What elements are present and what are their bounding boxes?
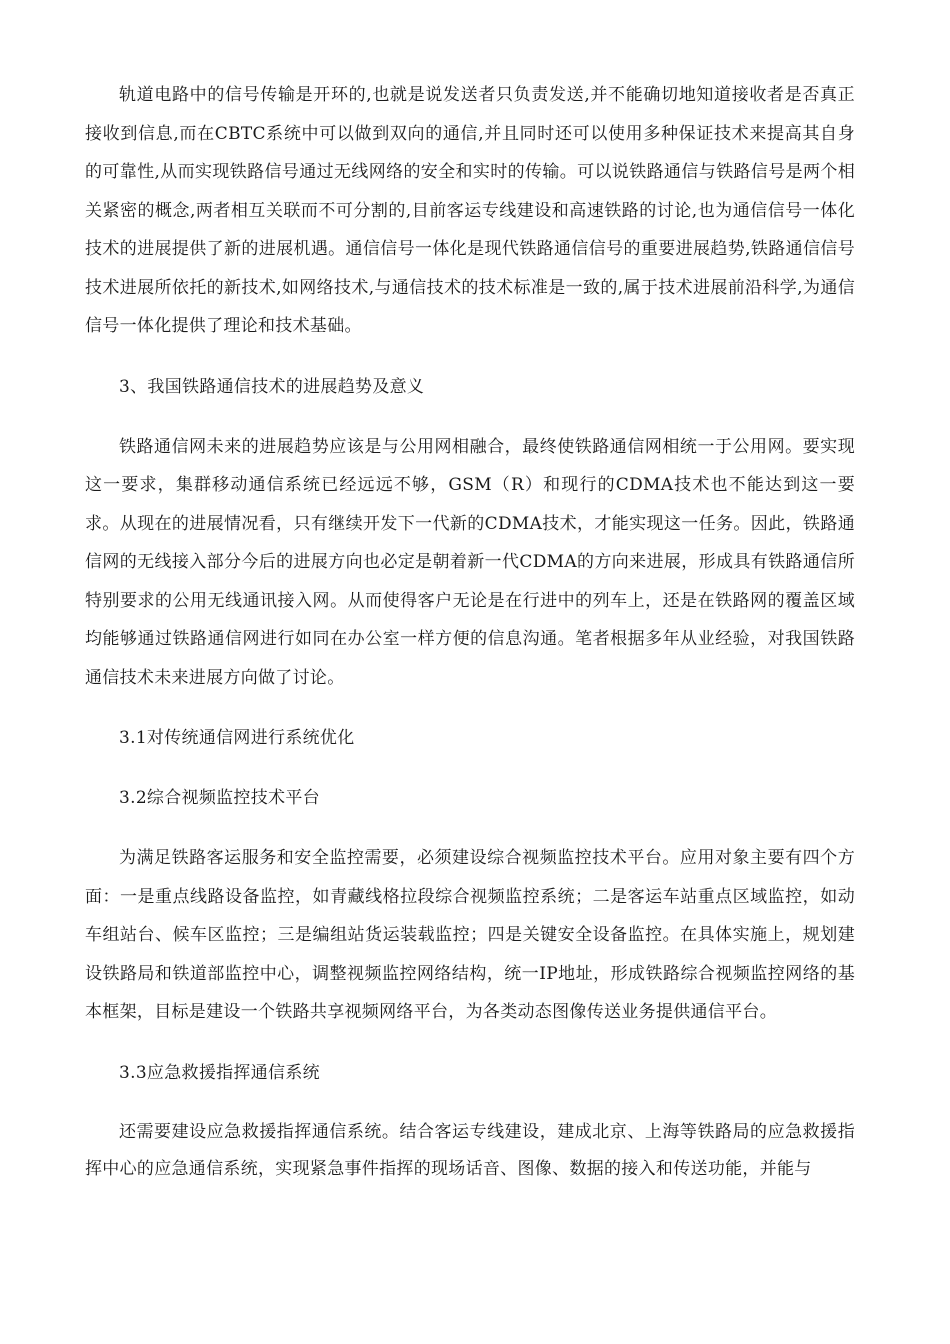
paragraph-video-monitoring: 为满足铁路客运服务和安全监控需要，必须建设综合视频监控技术平台。应用对象主要有四个方面：一是重点线路设备监控，如青藏线格拉段综合视频监控系统；二是客运车站重点区域监控，如动车组站台、候车区监控；三是编组站货运装载监控；四是关键安全设备监控。在具体实施上，规划建设铁路局和铁道部监控中心，调整视频监控网络结构，统一IP地址，形成铁路综合视频监控网络的基本框架，目标是建设一个铁路共享视频网络平台，为各类动态图像传送业务提供通信平台。 <box>85 848 855 1022</box>
subsection-heading-3-1: 3.1对传统通信网进行系统优化 <box>119 728 355 748</box>
paragraph-emergency-command: 还需要建设应急救援指挥通信系统。结合客运专线建设，建成北京、上海等铁路局的应急救援指挥中心的应急通信系统，实现紧急事件指挥的现场话音、图像、数据的接入和传送功能，并能与 <box>85 1121 855 1179</box>
paragraph-network-trend: 铁路通信网未来的进展趋势应该是与公用网相融合，最终使铁路通信网相统一于公用网。要实现这一要求，集群移动通信系统已经远远不够，GSM（R）和现行的CDMA技术也不能达到这一要求。从现在的进展情况看，只有继续开发下一代新的CDMA技术，才能实现这一任务。因此，铁路通信网的无线接入部分今后的进展方向也必定是朝着新一代CDMA的方向来进展，形成具有铁路通信所特别要求的公用无线通讯接入网。从而使得客户无论是在行进中的列车上，还是在铁路网的覆盖区域均能够通过铁路通信网进行如同在办公室一样方便的信息沟通。笔者根据多年从业经验，对我国铁路通信技术未来进展方向做了讨论。 <box>85 436 855 688</box>
section-heading-3: 3、我国铁路通信技术的进展趋势及意义 <box>119 376 425 397</box>
subsection-heading-3-3: 3.3应急救援指挥通信系统 <box>119 1062 320 1083</box>
subsection-heading-3-2: 3.2综合视频监控技术平台 <box>119 788 320 808</box>
paragraph-cbtc-signal: 轨道电路中的信号传输是开环的,也就是说发送者只负责发送,并不能确切地知道接收者是否真正接收到信息,而在CBTC系统中可以做到双向的通信,并且同时还可以使用多种保证技术来提高其自身的可靠性,从而实现铁路信号通过无线网络的安全和实时的传输。可以说铁路通信与铁路信号是两个相关紧密的概念,两者相互关联而不可分割的,目前客运专线建设和高速铁路的讨论,也为通信信号一体化技术的进展提供了新的进展机遇。通信信号一体化是现代铁路通信信号的重要进展趋势,铁路通信信号技术进展所依托的新技术,如网络技术,与通信技术的技术标准是一致的,属于技术进展前沿科学,为通信信号一体化提供了理论和技术基础。 <box>85 85 855 336</box>
document-body <box>85 76 855 1210</box>
